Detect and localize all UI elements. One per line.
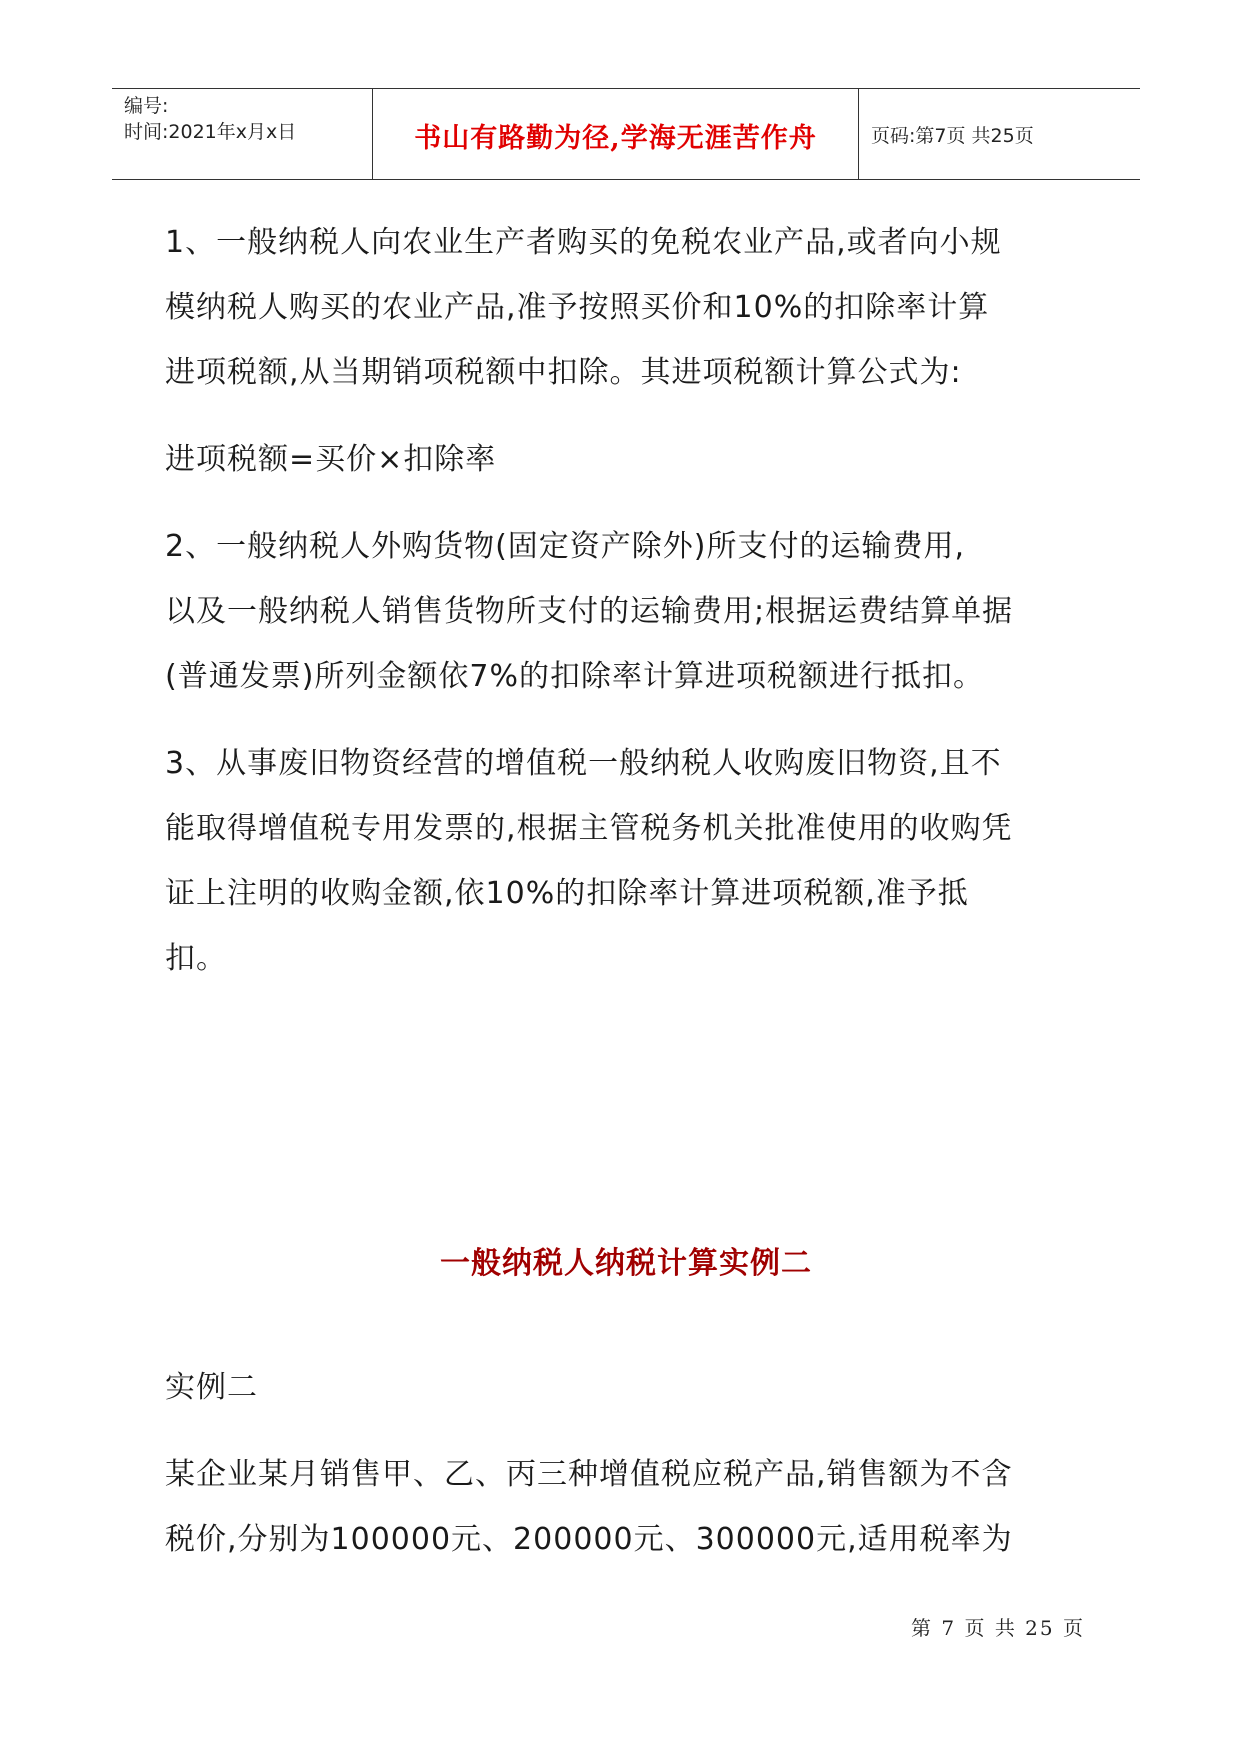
- header-page-label: 页码:第7页 共25页: [871, 124, 1034, 147]
- paragraph-3-line-4: 扣。: [165, 941, 227, 976]
- paragraph-2-line-1: 2、一般纳税人外购货物(固定资产除外)所支付的运输费用,: [165, 529, 966, 564]
- paragraph-3-line-2: 能取得增值税专用发票的,根据主管税务机关批准使用的收购凭: [165, 811, 1013, 846]
- header-page-cell: [859, 89, 1140, 179]
- header-motto: 书山有路勤为径,学海无涯苦作舟: [414, 122, 817, 154]
- paragraph-3-line-1: 3、从事废旧物资经营的增值税一般纳税人收购废旧物资,且不: [165, 746, 1002, 781]
- page-footer: 第 7 页 共 25 页: [911, 1616, 1085, 1640]
- formula-line: 进项税额=买价×扣除率: [165, 442, 497, 477]
- body-content: [165, 210, 1095, 991]
- paragraph-1-line-3: 进项税额,从当期销项税额中扣除。其进项税额计算公式为:: [165, 355, 962, 390]
- paragraph-1-line-1: 1、一般纳税人向农业生产者购买的免税农业产品,或者向小规: [165, 225, 1002, 260]
- paragraph-1-line-2: 模纳税人购买的农业产品,准予按照买价和10%的扣除率计算: [165, 290, 990, 325]
- paragraph-4-line-1: 某企业某月销售甲、乙、丙三种增值税应税产品,销售额为不含: [165, 1457, 1013, 1492]
- paragraph-3-line-3: 证上注明的收购金额,依10%的扣除率计算进项税额,准予抵: [165, 876, 969, 911]
- document-number-label: 编号:: [124, 95, 169, 117]
- document-header: [112, 88, 1140, 180]
- header-meta: [112, 89, 372, 179]
- document-time-label: 时间:2021年x月x日: [124, 121, 297, 143]
- paragraph-2-line-2: 以及一般纳税人销售货物所支付的运输费用;根据运费结算单据: [165, 594, 1014, 629]
- paragraph-4-line-2: 税价,分别为100000元、200000元、300000元,适用税率为: [165, 1522, 1013, 1557]
- section-subtitle: 实例二: [165, 1370, 258, 1405]
- section-content: [165, 1355, 1095, 1572]
- paragraph-2-line-3: (普通发票)所列金额依7%的扣除率计算进项税额进行抵扣。: [165, 659, 985, 694]
- section-title: 一般纳税人纳税计算实例二: [440, 1246, 812, 1281]
- header-motto-cell: [372, 89, 859, 179]
